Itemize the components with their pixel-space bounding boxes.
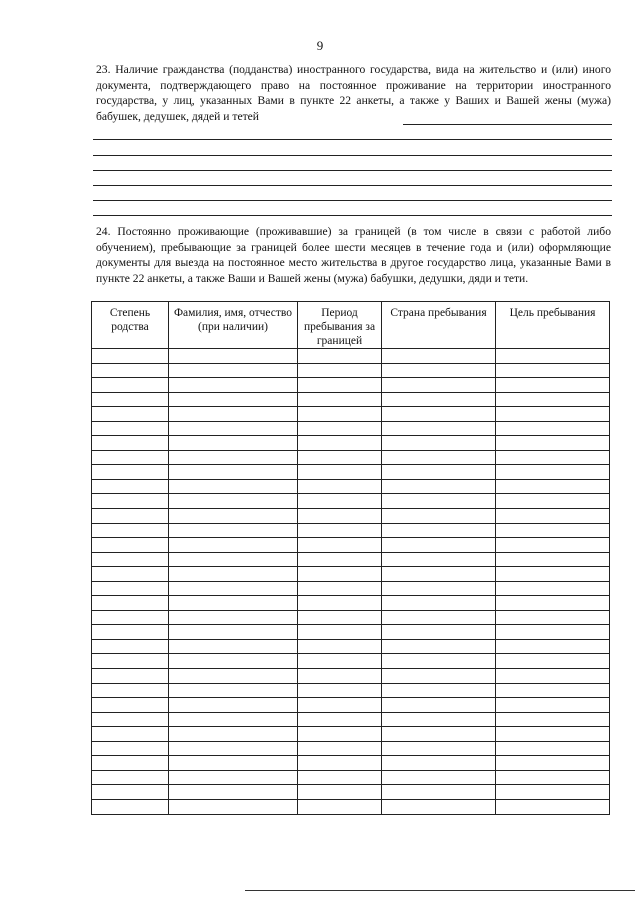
table-cell[interactable] <box>496 581 610 596</box>
table-row <box>92 363 610 378</box>
table-cell[interactable] <box>382 712 496 727</box>
table-cell[interactable] <box>92 465 169 480</box>
table-cell[interactable] <box>382 683 496 698</box>
table-cell[interactable] <box>92 596 169 611</box>
table-cell[interactable] <box>92 727 169 742</box>
table-cell[interactable] <box>169 639 298 654</box>
table-cell[interactable] <box>92 523 169 538</box>
table-cell[interactable] <box>92 552 169 567</box>
table-cell[interactable] <box>496 465 610 480</box>
table-cell[interactable] <box>169 683 298 698</box>
table-cell[interactable] <box>92 378 169 393</box>
table-cell[interactable] <box>169 727 298 742</box>
table-cell[interactable] <box>382 596 496 611</box>
table-cell[interactable] <box>382 669 496 684</box>
table-cell[interactable] <box>169 465 298 480</box>
table-cell[interactable] <box>496 756 610 771</box>
table-row <box>92 683 610 698</box>
section-23-answer-line[interactable] <box>93 170 612 171</box>
table-cell[interactable] <box>169 654 298 669</box>
table-cell[interactable] <box>169 523 298 538</box>
table-cell[interactable] <box>298 494 382 509</box>
table-cell[interactable] <box>92 538 169 553</box>
table-header-row <box>92 302 610 349</box>
table-cell[interactable] <box>382 465 496 480</box>
table-row <box>92 799 610 814</box>
table-cell[interactable] <box>92 450 169 465</box>
table-cell[interactable] <box>169 785 298 800</box>
table-cell[interactable] <box>496 596 610 611</box>
table-cell[interactable] <box>169 799 298 814</box>
table-cell[interactable] <box>298 741 382 756</box>
table-cell[interactable] <box>496 363 610 378</box>
table-row <box>92 596 610 611</box>
table-cell[interactable] <box>92 421 169 436</box>
table-cell[interactable] <box>382 610 496 625</box>
table-cell[interactable] <box>169 509 298 524</box>
table-cell[interactable] <box>496 698 610 713</box>
table-row <box>92 741 610 756</box>
table-cell[interactable] <box>298 407 382 422</box>
table-cell[interactable] <box>169 610 298 625</box>
table-cell[interactable] <box>382 654 496 669</box>
table-cell[interactable] <box>92 799 169 814</box>
table-cell[interactable] <box>382 698 496 713</box>
table-row <box>92 465 610 480</box>
table-cell[interactable] <box>382 756 496 771</box>
table-row <box>92 654 610 669</box>
header-country: Страна пребывания <box>382 302 496 349</box>
table-cell[interactable] <box>298 625 382 640</box>
header-relationship: Степень родства <box>92 302 169 349</box>
table-cell[interactable] <box>298 698 382 713</box>
section-24-question: 24. Постоянно проживающие (проживавшие) за границей (в том числе в связи с работой либо обучением), пребывающие за границей более шести месяцев в течение года и (или) оформляющие документы для выезда на постоянное место жительства в другое государство лица, указанные Вами в пункте 22 анкеты, а также Ваши и Вашей жены (мужа) бабушки, дедушки, дяди и тети. <box>96 225 611 285</box>
table-cell[interactable] <box>92 392 169 407</box>
table-cell[interactable] <box>92 407 169 422</box>
table-cell[interactable] <box>92 625 169 640</box>
table-cell[interactable] <box>92 770 169 785</box>
table-cell[interactable] <box>496 552 610 567</box>
table-cell[interactable] <box>496 450 610 465</box>
table-cell[interactable] <box>169 494 298 509</box>
table-cell[interactable] <box>169 421 298 436</box>
table-cell[interactable] <box>496 770 610 785</box>
table-cell[interactable] <box>496 727 610 742</box>
table-cell[interactable] <box>298 538 382 553</box>
table-cell[interactable] <box>496 683 610 698</box>
table-cell[interactable] <box>382 479 496 494</box>
table-cell[interactable] <box>496 785 610 800</box>
table-cell[interactable] <box>496 669 610 684</box>
table-cell[interactable] <box>496 479 610 494</box>
table-cell[interactable] <box>169 625 298 640</box>
table-row <box>92 436 610 451</box>
table-cell[interactable] <box>298 465 382 480</box>
table-cell[interactable] <box>169 552 298 567</box>
table-cell[interactable] <box>382 509 496 524</box>
table-cell[interactable] <box>92 479 169 494</box>
table-cell[interactable] <box>298 552 382 567</box>
table-cell[interactable] <box>169 669 298 684</box>
table-row <box>92 523 610 538</box>
table-cell[interactable] <box>382 552 496 567</box>
table-cell[interactable] <box>92 683 169 698</box>
table-cell[interactable] <box>169 741 298 756</box>
table-cell[interactable] <box>92 349 169 364</box>
table-row <box>92 610 610 625</box>
table-row <box>92 727 610 742</box>
table-cell[interactable] <box>92 785 169 800</box>
table-cell[interactable] <box>382 625 496 640</box>
table-cell[interactable] <box>382 727 496 742</box>
residence-abroad-table <box>91 301 610 815</box>
table-row <box>92 538 610 553</box>
table-cell[interactable] <box>298 712 382 727</box>
table-cell[interactable] <box>382 770 496 785</box>
table-cell[interactable] <box>382 538 496 553</box>
table-cell[interactable] <box>298 727 382 742</box>
table-cell[interactable] <box>496 538 610 553</box>
table-cell[interactable] <box>496 712 610 727</box>
table-cell[interactable] <box>496 421 610 436</box>
table-row <box>92 785 610 800</box>
section-23-answer-line[interactable] <box>93 200 612 201</box>
table-cell[interactable] <box>382 421 496 436</box>
table-cell[interactable] <box>169 378 298 393</box>
table-cell[interactable] <box>298 756 382 771</box>
table-cell[interactable] <box>496 407 610 422</box>
table-cell[interactable] <box>496 610 610 625</box>
table-row <box>92 639 610 654</box>
table-cell[interactable] <box>169 479 298 494</box>
table-cell[interactable] <box>298 669 382 684</box>
table-row <box>92 698 610 713</box>
table-row <box>92 756 610 771</box>
header-purpose: Цель пребывания <box>496 302 610 349</box>
table-cell[interactable] <box>382 799 496 814</box>
section-23-answer-line[interactable] <box>93 139 612 140</box>
section-23-question: 23. Наличие гражданства (подданства) иностранного государства, вида на жительство и (или) иного документа, подтверждающего право на постоянное проживание на территории иностранного государства, у лиц, указанных Вами в пункте 22 анкеты, а также у Ваших и Вашей жены (мужа) бабушек, дедушек, дядей и тетей <box>96 63 611 123</box>
table-cell[interactable] <box>92 567 169 582</box>
table-cell[interactable] <box>92 610 169 625</box>
table-cell[interactable] <box>298 523 382 538</box>
table-cell[interactable] <box>496 436 610 451</box>
table-row <box>92 378 610 393</box>
table-cell[interactable] <box>298 770 382 785</box>
table-cell[interactable] <box>92 741 169 756</box>
table-cell[interactable] <box>169 567 298 582</box>
table-cell[interactable] <box>298 349 382 364</box>
table-row <box>92 349 610 364</box>
table-body <box>92 349 610 815</box>
table-cell[interactable] <box>382 450 496 465</box>
table-cell[interactable] <box>169 349 298 364</box>
table-cell[interactable] <box>169 698 298 713</box>
table-cell[interactable] <box>92 494 169 509</box>
table-row <box>92 392 610 407</box>
table-cell[interactable] <box>298 610 382 625</box>
table-cell[interactable] <box>169 407 298 422</box>
table-cell[interactable] <box>92 756 169 771</box>
table-row <box>92 407 610 422</box>
section-23-answer-line[interactable] <box>403 124 612 125</box>
table-cell[interactable] <box>496 567 610 582</box>
table-cell[interactable] <box>92 712 169 727</box>
table-cell[interactable] <box>382 349 496 364</box>
section-23-answer-line[interactable] <box>93 155 612 156</box>
table-cell[interactable] <box>382 407 496 422</box>
section-23-answer-line[interactable] <box>93 185 612 186</box>
table-cell[interactable] <box>298 581 382 596</box>
table-cell[interactable] <box>298 567 382 582</box>
table-cell[interactable] <box>382 494 496 509</box>
header-full-name: Фамилия, имя, отчество (при наличии) <box>169 302 298 349</box>
table-row <box>92 625 610 640</box>
header-period-abroad: Период пребывания за границей <box>298 302 382 349</box>
table-cell[interactable] <box>92 669 169 684</box>
table-row <box>92 509 610 524</box>
table-cell[interactable] <box>169 436 298 451</box>
table-cell[interactable] <box>92 581 169 596</box>
page-number: 9 <box>316 38 324 53</box>
table-cell[interactable] <box>169 450 298 465</box>
table-cell[interactable] <box>298 509 382 524</box>
table-cell[interactable] <box>496 523 610 538</box>
table-cell[interactable] <box>382 392 496 407</box>
table-cell[interactable] <box>496 392 610 407</box>
table-cell[interactable] <box>496 799 610 814</box>
table-cell[interactable] <box>92 698 169 713</box>
table-cell[interactable] <box>92 654 169 669</box>
table-cell[interactable] <box>496 349 610 364</box>
table-row <box>92 712 610 727</box>
page-bottom-rule <box>245 890 635 891</box>
table-cell[interactable] <box>169 363 298 378</box>
table-cell[interactable] <box>298 378 382 393</box>
table-cell[interactable] <box>298 436 382 451</box>
table-cell[interactable] <box>382 785 496 800</box>
table-cell[interactable] <box>382 567 496 582</box>
table-cell[interactable] <box>298 479 382 494</box>
table-row <box>92 567 610 582</box>
table-cell[interactable] <box>298 654 382 669</box>
table-cell[interactable] <box>382 436 496 451</box>
table-row <box>92 494 610 509</box>
table-cell[interactable] <box>496 378 610 393</box>
table-cell[interactable] <box>298 363 382 378</box>
table-row <box>92 552 610 567</box>
table-cell[interactable] <box>92 436 169 451</box>
table-cell[interactable] <box>382 639 496 654</box>
table-cell[interactable] <box>169 538 298 553</box>
table-cell[interactable] <box>169 756 298 771</box>
table-cell[interactable] <box>298 392 382 407</box>
table-cell[interactable] <box>169 392 298 407</box>
table-cell[interactable] <box>496 509 610 524</box>
table-row <box>92 581 610 596</box>
table-row <box>92 421 610 436</box>
table-cell[interactable] <box>169 770 298 785</box>
table-cell[interactable] <box>382 581 496 596</box>
table-cell[interactable] <box>92 639 169 654</box>
table-cell[interactable] <box>298 639 382 654</box>
table-cell[interactable] <box>496 654 610 669</box>
table-cell[interactable] <box>92 509 169 524</box>
table-cell[interactable] <box>496 494 610 509</box>
table-cell[interactable] <box>169 712 298 727</box>
table-cell[interactable] <box>382 741 496 756</box>
table-cell[interactable] <box>298 683 382 698</box>
table-cell[interactable] <box>496 625 610 640</box>
table-cell[interactable] <box>496 741 610 756</box>
table-cell[interactable] <box>169 581 298 596</box>
table-cell[interactable] <box>496 639 610 654</box>
table-row <box>92 669 610 684</box>
table-cell[interactable] <box>298 799 382 814</box>
table-cell[interactable] <box>298 450 382 465</box>
table-row <box>92 450 610 465</box>
table-cell[interactable] <box>169 596 298 611</box>
table-cell[interactable] <box>382 378 496 393</box>
section-23-answer-line[interactable] <box>93 215 612 216</box>
table-cell[interactable] <box>298 785 382 800</box>
table-cell[interactable] <box>298 421 382 436</box>
table-row <box>92 479 610 494</box>
table-cell[interactable] <box>382 363 496 378</box>
table-row <box>92 770 610 785</box>
table-cell[interactable] <box>298 596 382 611</box>
table-cell[interactable] <box>382 523 496 538</box>
table-cell[interactable] <box>92 363 169 378</box>
